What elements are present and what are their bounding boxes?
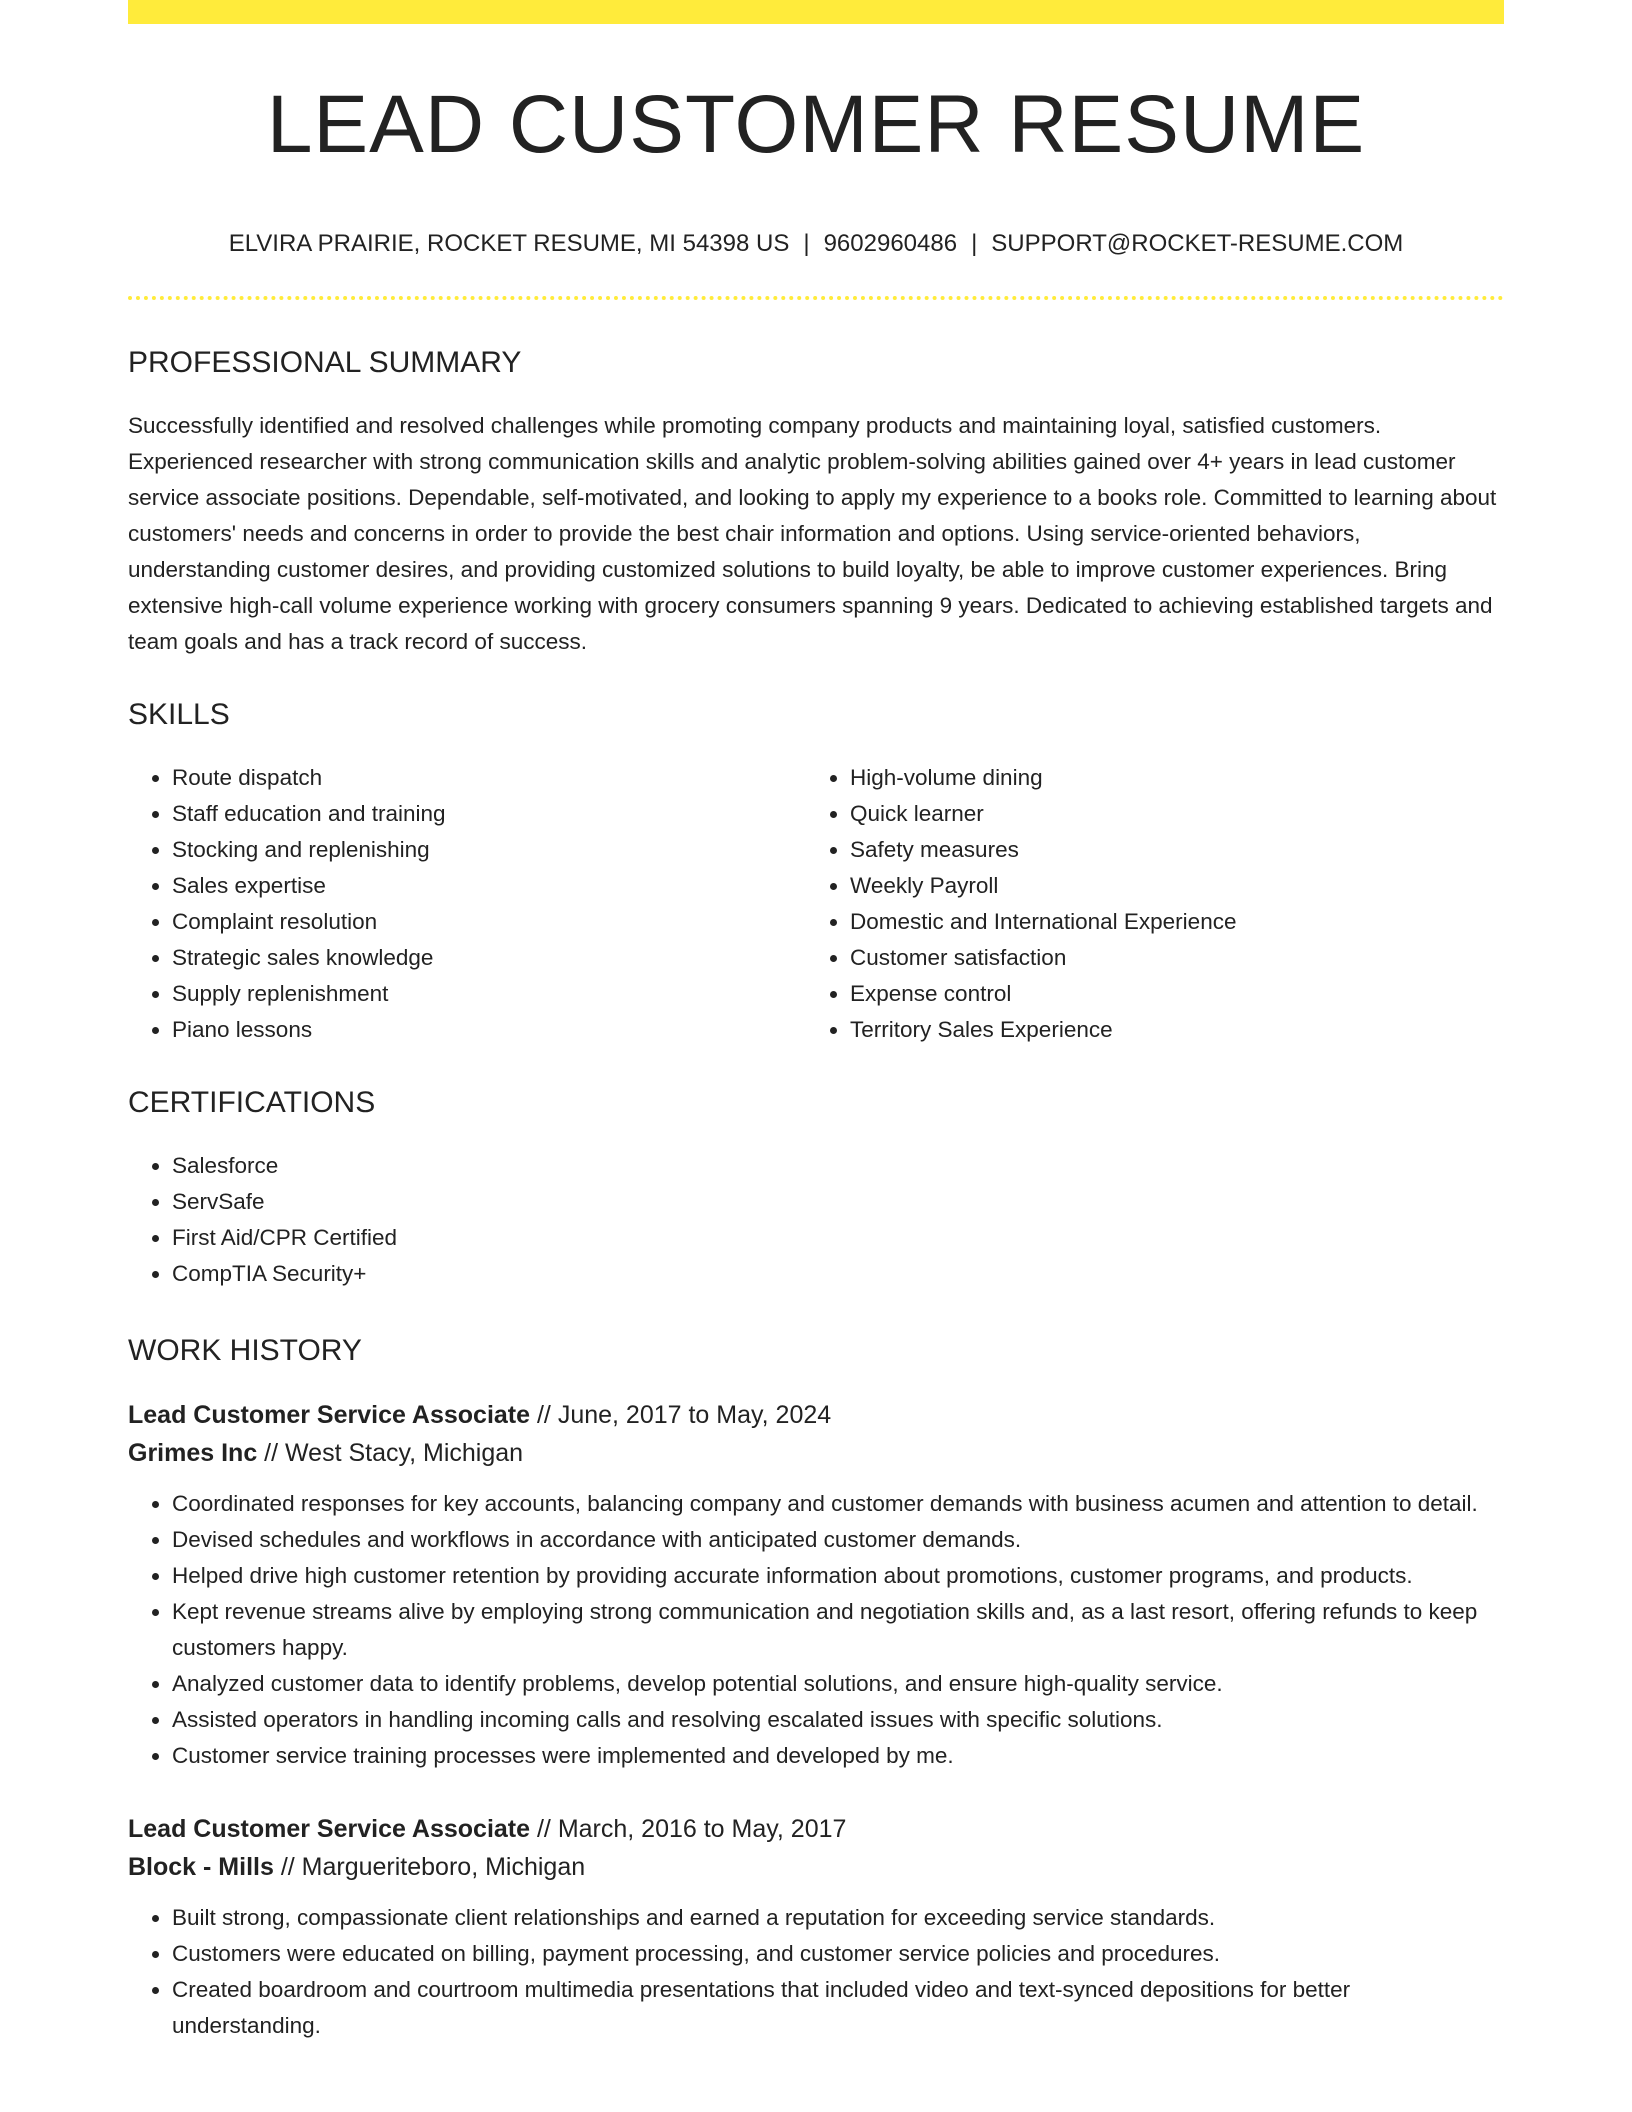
skills-column-left [128, 760, 806, 1048]
job-bullets [128, 1900, 1504, 2044]
skills-grid [128, 760, 1504, 1048]
skill-item: • Weekly Payroll [850, 868, 1484, 904]
job-company: Grimes Inc [128, 1439, 258, 1467]
job-bullet: • Built strong, compassionate client relationships and earned a reputation for exceeding service standards. [172, 1900, 1504, 1936]
dotted-divider [128, 296, 1504, 300]
skill-item: • Complaint resolution [172, 904, 806, 940]
contact-separator: | [971, 230, 978, 257]
skills-column-right [806, 760, 1484, 1048]
skill-item: • Customer satisfaction [850, 940, 1484, 976]
skills-list-left [128, 760, 806, 1048]
certification-item: • First Aid/CPR Certified [172, 1220, 1504, 1256]
job-title-line [128, 1810, 1504, 1848]
job-dates: // June, 2017 to May, 2024 [530, 1401, 832, 1429]
skill-item: • Staff education and training [172, 796, 806, 832]
contact-line [128, 232, 1504, 256]
job-entry [128, 1396, 1504, 1774]
job-title-line [128, 1396, 1504, 1434]
skill-item: • Quick learner [850, 796, 1484, 832]
skill-item: • Expense control [850, 976, 1484, 1012]
job-bullet: • Created boardroom and courtroom multimedia presentations that included video and text-synced depositions for better understanding. [172, 1972, 1504, 2044]
job-bullet: • Analyzed customer data to identify problems, develop potential solutions, and ensure high-quality service. [172, 1666, 1504, 1702]
job-company-line [128, 1848, 1504, 1886]
skill-item: • Territory Sales Experience [850, 1012, 1484, 1048]
job-dates: // March, 2016 to May, 2017 [530, 1815, 847, 1843]
contact-separator: | [803, 230, 810, 257]
resume-page [128, 0, 1504, 2044]
skill-item: • Piano lessons [172, 1012, 806, 1048]
skill-item: • High-volume dining [850, 760, 1484, 796]
contact-address: ELVIRA PRAIRIE, ROCKET RESUME, MI 54398 US [228, 230, 790, 257]
skills-list-right [806, 760, 1484, 1048]
contact-phone: 9602960486 [823, 230, 958, 257]
job-title: Lead Customer Service Associate [128, 1815, 531, 1843]
skills-heading: SKILLS [128, 698, 230, 731]
summary-text: Successfully identified and resolved challenges while promoting company products and maintaining loyal, satisfied customers. Experienced researcher with strong communication skills and analytic problem-solving abilities gained over 4+ years in lead customer service associate positions. Dependable, self-motivated, and looking to apply my experience to a books role. Committed to learning about customers' needs and concerns in order to provide the best chair information and options. Using service-oriented behaviors, understanding customer desires, and providing customized solutions to build loyalty, be able to improve customer experiences. Bring extensive high-call volume experience working with grocery consumers spanning 9 years. Dedicated to achieving established targets and team goals and has a track record of success. [128, 413, 1497, 654]
skill-item: • Strategic sales knowledge [172, 940, 806, 976]
skill-item: • Domestic and International Experience [850, 904, 1484, 940]
job-bullet: • Devised schedules and workflows in accordance with anticipated customer demands. [172, 1522, 1504, 1558]
skill-item: • Safety measures [850, 832, 1484, 868]
skill-item: • Supply replenishment [172, 976, 806, 1012]
job-bullet: • Assisted operators in handling incoming calls and resolving escalated issues with specific solutions. [172, 1702, 1504, 1738]
certification-item: • Salesforce [172, 1148, 1504, 1184]
skill-item: • Sales expertise [172, 868, 806, 904]
certification-item: • ServSafe [172, 1184, 1504, 1220]
job-title: Lead Customer Service Associate [128, 1401, 531, 1429]
job-company: Block - Mills [128, 1853, 274, 1881]
certifications-list [128, 1148, 1504, 1292]
certifications-heading: CERTIFICATIONS [128, 1086, 376, 1119]
job-bullet: • Customer service training processes were implemented and developed by me. [172, 1738, 1504, 1774]
job-bullet: • Customers were educated on billing, payment processing, and customer service policies and procedures. [172, 1936, 1504, 1972]
job-location: // West Stacy, Michigan [257, 1439, 524, 1467]
resume-title: LEAD CUSTOMER RESUME [266, 79, 1366, 170]
job-company-line [128, 1434, 1504, 1472]
skill-item: • Route dispatch [172, 760, 806, 796]
work-history-heading: WORK HISTORY [128, 1334, 362, 1367]
job-location: // Margueriteboro, Michigan [273, 1853, 586, 1881]
contact-email: SUPPORT@ROCKET-RESUME.COM [991, 230, 1404, 257]
job-bullet: • Kept revenue streams alive by employing strong communication and negotiation skills and, as a last resort, offering refunds to keep customers happy. [172, 1594, 1504, 1666]
job-entry [128, 1810, 1504, 2044]
job-bullet: • Helped drive high customer retention by providing accurate information about promotions, customer programs, and products. [172, 1558, 1504, 1594]
summary-heading: PROFESSIONAL SUMMARY [128, 346, 522, 379]
certification-item: • CompTIA Security+ [172, 1256, 1504, 1292]
job-bullet: • Coordinated responses for key accounts, balancing company and customer demands with business acumen and attention to detail. [172, 1486, 1504, 1522]
top-accent-bar [128, 0, 1504, 24]
skill-item: • Stocking and replenishing [172, 832, 806, 868]
job-bullets [128, 1486, 1504, 1774]
